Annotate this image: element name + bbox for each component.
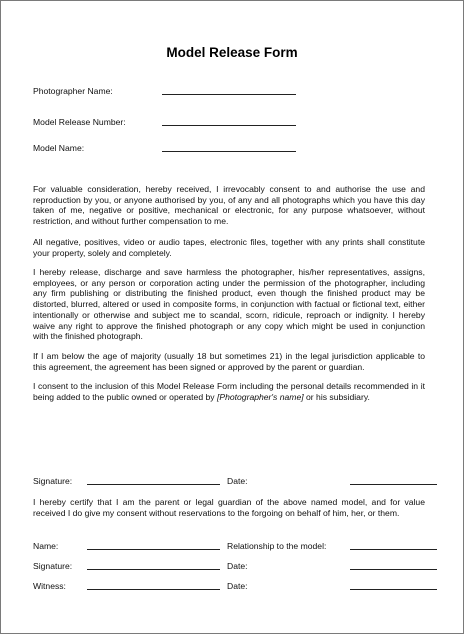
guardian-certification-paragraph: I hereby certify that I am the parent or legal guardian of the above named model, and for value received I do give my consent without reservations to the forgoing on behalf of him, her, or them. [33,497,425,518]
model-date-label: Date: [227,476,248,486]
relationship-label: Relationship to the model: [227,541,327,551]
guardian-date-field[interactable] [350,569,437,570]
witness-date-field[interactable] [350,589,437,590]
guardian-name-field[interactable] [87,549,220,550]
guardian-date-label: Date: [227,561,248,571]
guardian-signature-field[interactable] [87,569,220,570]
photographer-name-label: Photographer Name: [33,86,113,96]
age-of-majority-paragraph: If I am below the age of majority (usually 18 but sometimes 21) in the legal jurisdiction applicable to this agreement, the agreement has been signed or approved by the parent or guardian. [33,351,425,372]
model-signature-field[interactable] [87,484,220,485]
guardian-name-label: Name: [33,541,59,551]
inclusion-text-start: I consent to the inclusion of this Model Release Form including the personal details recommended in it being added to the public owned or operated by [33,381,425,402]
model-name-field[interactable] [162,151,296,152]
model-release-number-label: Model Release Number: [33,117,126,127]
inclusion-paragraph [33,381,425,402]
property-paragraph: All negative, positives, video or audio tapes, electronic files, together with any prints shall constitute your property, solely and completely. [33,237,425,258]
photographer-name-field[interactable] [162,94,296,95]
photographer-name-placeholder: [Photographer's name] [216,391,304,402]
model-release-number-field[interactable] [162,125,296,126]
model-name-label: Model Name: [33,143,85,153]
form-title: Model Release Form [166,45,298,60]
guardian-signature-label: Signature: [33,561,73,571]
inclusion-text-end: or his subsidiary. [303,391,370,402]
relationship-field[interactable] [350,549,437,550]
witness-date-label: Date: [227,581,248,591]
witness-signature-field[interactable] [87,589,220,590]
consent-paragraph: For valuable consideration, hereby received, I irrevocably consent to and authorise the use and reproduction by you, or anyone authorised by you, of any and all photographs which you have this day taken of me, negative or positive, mechanical or electronic, for any purpose whatsoever, without restriction, and without further compensation to me. [33,184,425,227]
model-date-field[interactable] [350,484,437,485]
release-paragraph: I hereby release, discharge and save harmless the photographer, his/her representatives, assigns, employees, or any person or corporation acting under the permission of the photographer, including any firm publishing or distributing the finished product, even though the finished product may be distorted, blurred, altered or used in composite forms, in conjunction with factual or fictional text, either intentionally or otherwise and subject me to scandal, scorn, ridicule, reproach or indignity. I hereby waive any right to approve the finished photograph or any copy which might be used in conjunction with the finished photograph. [33,267,425,342]
model-signature-label: Signature: [33,476,73,486]
witness-label: Witness: [33,581,66,591]
